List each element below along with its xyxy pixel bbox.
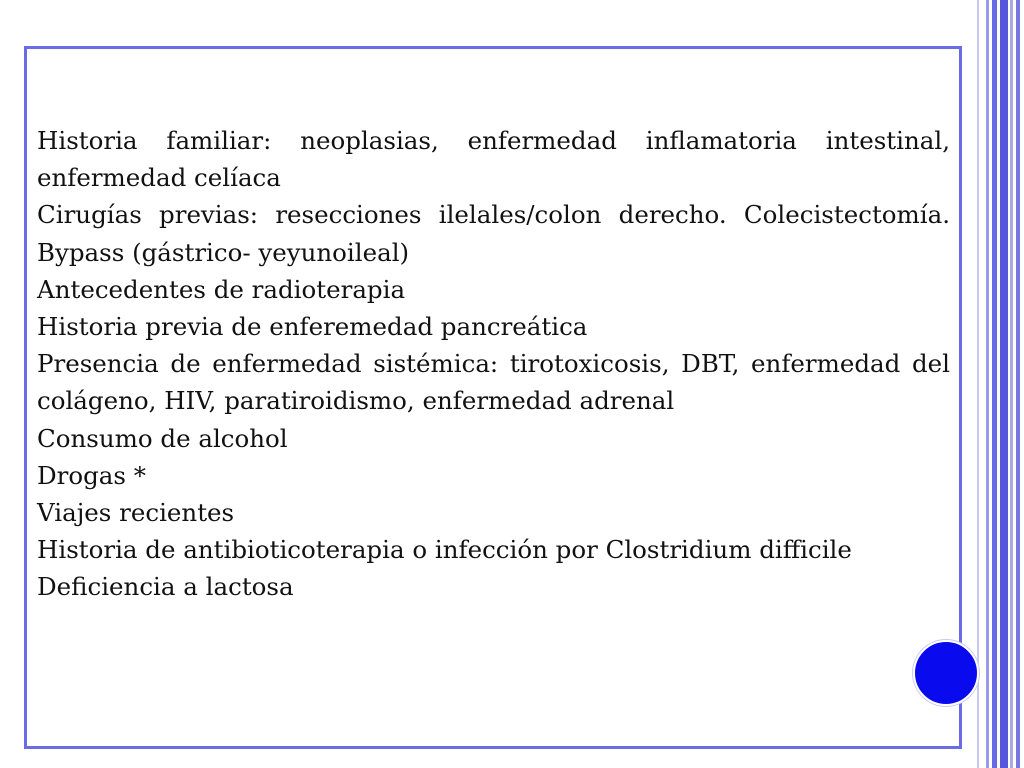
decorative-stripe (986, 0, 989, 768)
slide-frame (24, 46, 962, 749)
decorative-stripe (1010, 0, 1013, 768)
list-item: Consumo de alcohol (37, 423, 288, 453)
list-item: Cirugías previas: resecciones ilelales/colon derecho. Colecistectomía. Bypass (gástrico- yeyunoileal) (37, 200, 950, 267)
slide-content-list (37, 122, 950, 606)
list-item: Historia previa de enferemedad pancreática (37, 312, 588, 342)
decorative-stripe (992, 0, 997, 768)
list-item: Presencia de enfermedad sistémica: tirotoxicosis, DBT, enfermedad del colágeno, HIV, paratiroidismo, enfermedad adrenal (37, 349, 950, 416)
decorative-stripe (977, 0, 979, 768)
list-item: Antecedentes de radioterapia (37, 274, 406, 304)
decorative-stripe (1000, 0, 1008, 768)
list-item: Deficiencia a lactosa (37, 572, 294, 602)
list-item: Viajes recientes (37, 498, 235, 528)
list-item: Historia familiar: neoplasias, enfermedad inflamatoria intestinal, enfermedad celíaca (37, 126, 950, 193)
decorative-stripe (1016, 0, 1020, 768)
list-item: Drogas * (37, 460, 147, 490)
list-item: Historia de antibioticoterapia o infección por Clostridium difficile (37, 535, 852, 565)
decorative-circle (913, 640, 979, 706)
